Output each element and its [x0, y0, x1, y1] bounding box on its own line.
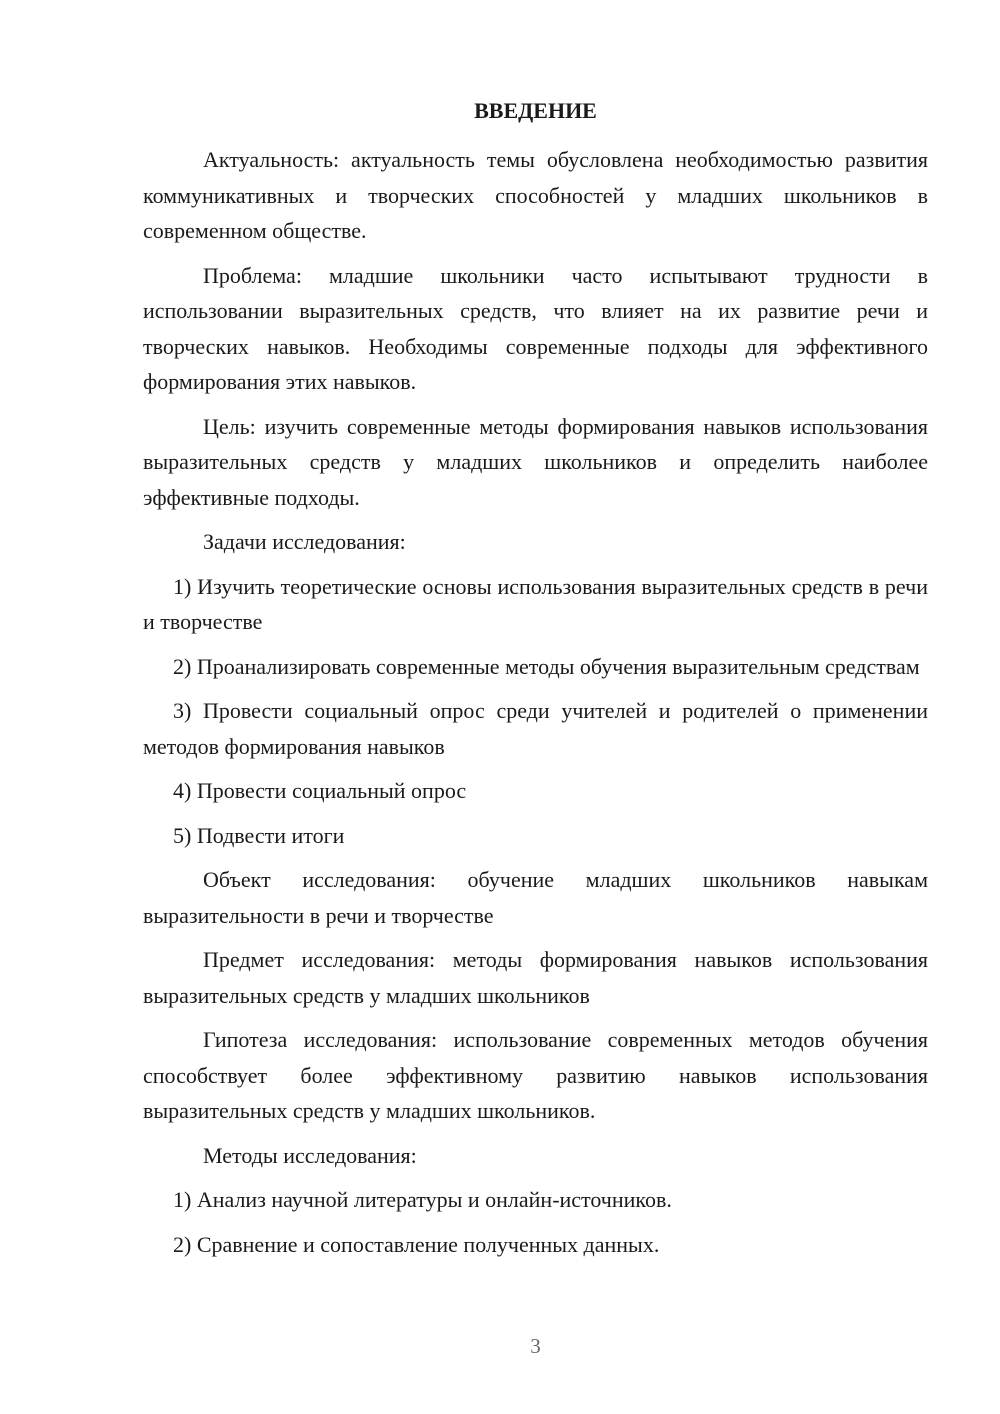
- paragraph-hypothesis: Гипотеза исследования: использование современных методов обучения способствует более эффективному развитию навыков использования выразительных средств у младших школьников.: [143, 1027, 928, 1123]
- paragraph-relevance: Актуальность: актуальность темы обусловлена необходимостью развития коммуникативных и творческих способностей у младших школьников в современном обществе.: [143, 147, 928, 243]
- paragraph-subject: Предмет исследования: методы формирования навыков использования выразительных средств у младших школьников: [143, 947, 928, 1008]
- paragraph-problem: Проблема: младшие школьники часто испытывают трудности в использовании выразительных средств, что влияет на их развитие речи и творческих навыков. Необходимы современные подходы для эффективного формирования этих навыков.: [143, 262, 928, 394]
- page-number: 3: [530, 1334, 541, 1358]
- task-list-item: 4) Провести социальный опрос: [173, 778, 467, 803]
- method-list-item: 2) Сравнение и сопоставление полученных данных.: [173, 1231, 660, 1257]
- paragraph-object: Объект исследования: обучение младших школьников навыкам выразительности в речи и творчестве: [143, 867, 928, 928]
- task-list-item: 2) Проанализировать современные методы обучения выразительным средствам: [173, 653, 920, 679]
- task-list-item: 3) Провести социальный опрос среди учителей и родителей о применении методов формирования навыков: [143, 698, 928, 759]
- task-list-item: 1) Изучить теоретические основы использования выразительных средств в речи и творчестве: [143, 573, 928, 634]
- paragraph-tasks-heading: Задачи исследования:: [203, 529, 406, 554]
- section-title: ВВЕДЕНИЕ: [474, 98, 597, 123]
- paragraph-methods-heading: Методы исследования:: [203, 1142, 417, 1168]
- method-list-item: 1) Анализ научной литературы и онлайн-источников.: [173, 1187, 672, 1212]
- paragraph-goal: Цель: изучить современные методы формирования навыков использования выразительных средств у младших школьников и определить наиболее эффективные подходы.: [143, 413, 928, 510]
- document-page: [143, 0, 928, 1414]
- document-body: [143, 142, 928, 1271]
- task-list-item: 5) Подвести итоги: [173, 822, 345, 848]
